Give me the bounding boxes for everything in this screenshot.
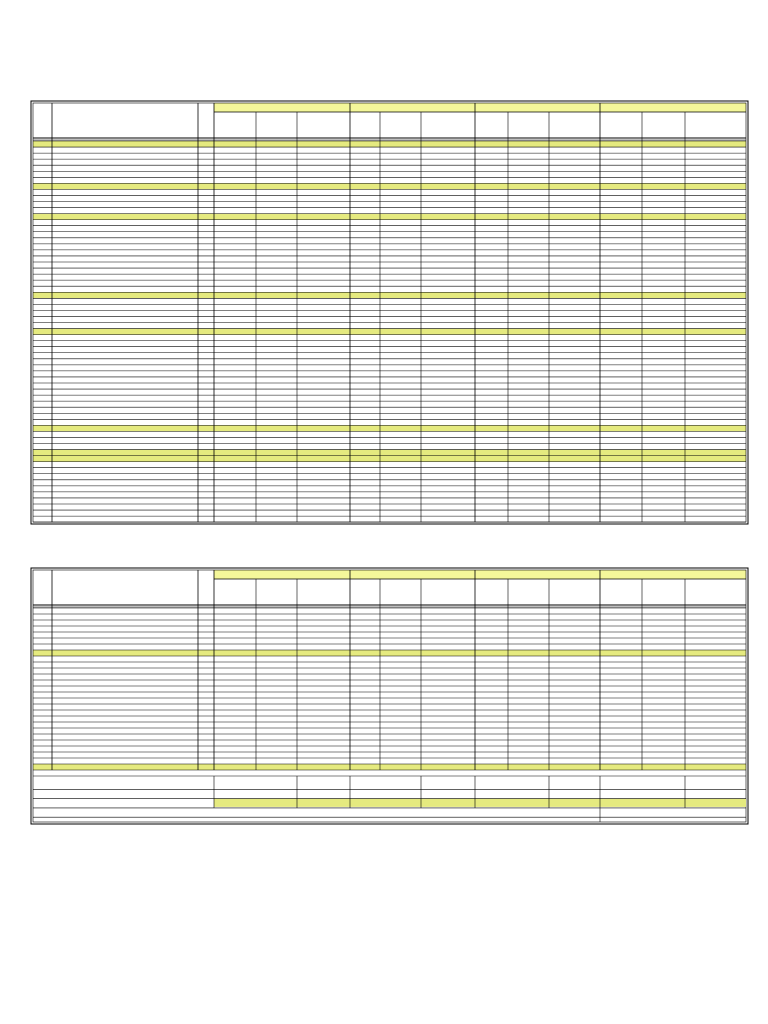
highlighted-row	[33, 183, 746, 189]
highlighted-row	[33, 450, 746, 456]
highlighted-row	[33, 650, 746, 656]
highlighted-row	[33, 141, 746, 147]
upper-table	[31, 101, 748, 524]
column-group-band	[214, 570, 746, 579]
table-frame	[31, 568, 748, 824]
highlighted-row	[33, 329, 746, 335]
lower-table	[31, 568, 748, 824]
column-group-band	[214, 103, 746, 112]
highlighted-row	[33, 214, 746, 220]
summary-highlight-row	[214, 799, 746, 807]
highlighted-row	[33, 456, 746, 462]
highlighted-row	[33, 425, 746, 431]
highlighted-row	[33, 764, 746, 770]
highlighted-row	[33, 292, 746, 298]
